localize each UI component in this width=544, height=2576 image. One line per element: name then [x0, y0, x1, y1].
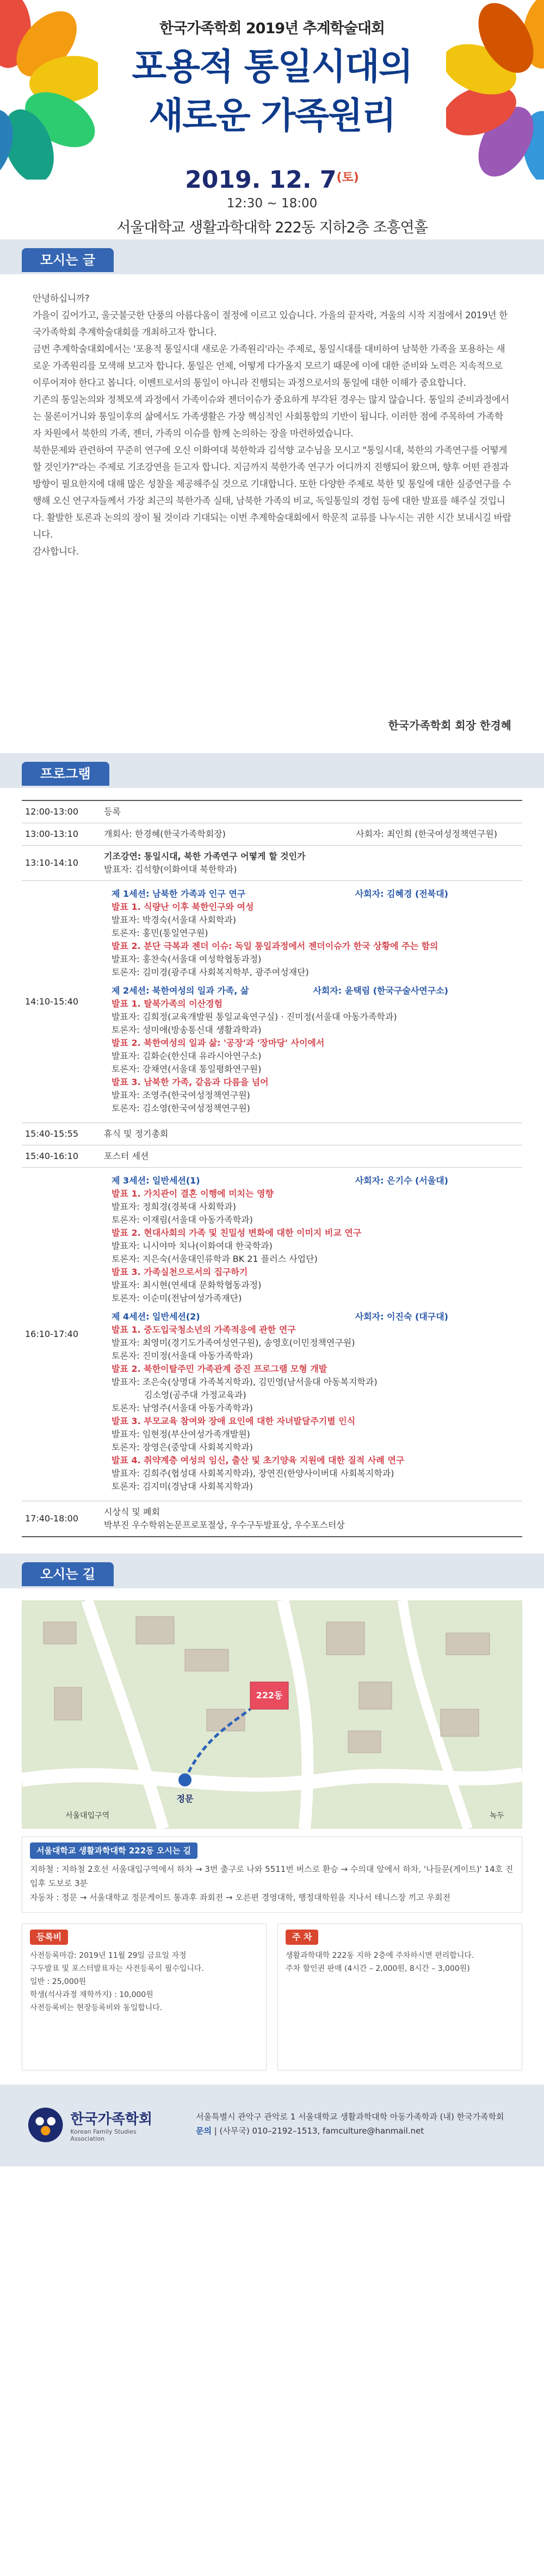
program-item: [101, 881, 522, 1123]
moderator: 사회자: 김혜경 (전북대): [355, 889, 448, 899]
program-section-bar: [0, 753, 544, 788]
session-4: [104, 1308, 519, 1496]
program-time: 14:10-15:40: [22, 881, 101, 1123]
event-venue: 서울대학교 생활과학대학 222동 지하2층 조흥연홀: [116, 219, 428, 236]
car-directions: 자동차 : 정문 → 서울대학교 정문게이트 통과후 좌회전 → 오른편 경영대학, 행정대학원을 지나서 테니스장 끼고 우회전: [30, 1893, 451, 1902]
talk-title: 발표 1. 가치관이 결혼 이행에 미치는 영향: [112, 1188, 274, 1199]
registration-line: 학생(석사과정 재학까지) : 10,000원: [30, 1990, 153, 1999]
talk-title: 발표 1. 식량난 이후 북한인구와 여성: [112, 902, 254, 912]
presenter: 발표자: 조영주(한국여성정책연구원): [112, 1090, 250, 1100]
map-label-gate: 정문: [176, 1794, 194, 1804]
greeting-paragraph: 북한문제와 관련하여 꾸준히 연구에 오신 이화여대 북한학과 김석향 교수님을 모시고 "통일시대, 북한의 가족연구를 어떻게 할 것인가?"라는 주제로 기조강연을 듣고자 합니다. 지금까지 북한가족 연구가 어디까지 진행되어 왔으며, 향후 어떤 관점과 방향이 필요한지에 대해 많은 성찰을 제공해주실 것으로 기대합니다. 또한 다양한 주제로 북한 및 통일에 대한 실증연구를 수행해 오신 연구자들께서 가장 최근의 북한가족 실태, 남북한 가족의 비교, 독일통일의 경험 등에 대한 발표를 해주실 것입니다. 활발한 토론과 논의의 장이 될 것이라 기대되는 이번 추계학술대회에서 학문적 교류를 나누시는 귀한 시간 보내시길 바랍니다.: [33, 445, 511, 540]
presenter: 발표자: 박경숙(서울대 사회학과): [112, 915, 236, 925]
moderator: 사회자: 은기수 (서울대): [355, 1175, 448, 1186]
header: [0, 0, 544, 239]
talk-title: 발표 3. 가족실천으로서의 집구하기: [112, 1267, 248, 1277]
program-time: 13:00-13:10: [22, 823, 101, 846]
session-1: [104, 885, 519, 982]
talk-title: 발표 3. 부모교육 참여와 장애 요인에 대한 자녀발달주기별 인식: [112, 1416, 356, 1426]
title-line-2: 새로운 가족원리: [149, 95, 395, 137]
greeting-paragraph: 기존의 통일논의와 정책모색 과정에서 가족이슈와 젠더이슈가 중요하게 부각된 경우는 많지 않습니다. 통일의 준비과정에서는 물론이거니와 통일이후의 삶에서도 가족생활은 가장 핵심적인 사회통합의 기반이 됩니다. 이러한 점에 주목하여 가족학자 차원에서 북한의 가족, 젠더, 가족의 이슈를 함께 논의하는 장을 마련하였습니다.: [33, 395, 509, 439]
program-item: [101, 1501, 522, 1537]
footer: [0, 2085, 544, 2166]
session-title: 제 4세션: 일반세션(2): [112, 1311, 200, 1322]
discussant: 토론자: 김미경(광주대 사회복지학부, 광주여성재단): [112, 967, 309, 977]
program-time: 17:40-18:00: [22, 1501, 101, 1537]
footer-address: 서울특별시 관악구 관악로 1 서울대학교 생활과학대학 아동가족학과 (내) 한국가족학회: [196, 2112, 504, 2122]
directions-section-bar: [0, 1554, 544, 1588]
program-item: 등록: [101, 800, 522, 823]
program-row: [22, 1501, 522, 1537]
event-title: [0, 42, 544, 140]
presenter: 김소영(공주대 가정교육과): [144, 1390, 246, 1400]
greeting-paragraph: 감사합니다.: [33, 546, 79, 557]
discussant: 토론자: 김지미(경남대 사회복지학과): [112, 1481, 253, 1492]
logo-name: 한국가족학회: [70, 2111, 153, 2128]
presenter: 발표자: 김희정(교육개발원 통일교육연구실) · 진미정(서울대 아동가족학과): [112, 1012, 397, 1022]
parking-label: 주 차: [286, 1930, 318, 1945]
greeting-letter: [0, 274, 544, 753]
program-time: 12:00-13:00: [22, 800, 101, 823]
session-title: 제 3세션: 일반세션(1): [112, 1175, 200, 1186]
program-item: 휴식 및 정기총회: [101, 1123, 522, 1145]
presenter: 발표자: 정희경(경북대 사회학과): [112, 1201, 236, 1212]
logo-emblem-icon: [27, 2106, 64, 2144]
program-table: [22, 800, 522, 1537]
program-table-wrap: [0, 788, 544, 1554]
parking-line: 주차 할인권 판매 (4시간 – 2,000원, 8시간 – 3,000원): [286, 1964, 470, 1973]
discussant: 토론자: 장영은(중앙대 사회복지학과): [112, 1442, 253, 1452]
title-line-1: 포용적 통일시대의: [132, 46, 412, 88]
program-row: [22, 846, 522, 881]
awards: 박부진 우수학위논문프로포절상, 우수구두발표상, 우수포스터상: [104, 1520, 345, 1530]
talk-title: 발표 2. 현대사회의 가족 및 친밀성 변화에 대한 이미지 비교 연구: [112, 1228, 362, 1238]
campus-map: [22, 1600, 522, 1829]
program-row: [22, 1123, 522, 1145]
campus-map-drawing: [22, 1600, 522, 1829]
program-row: [22, 881, 522, 1123]
session-3: [104, 1172, 519, 1308]
presenter: 발표자: 최영미(경기도가족여성연구원), 송영호(이민정책연구원): [112, 1338, 355, 1348]
greeting-paragraph: 안녕하십니까?: [33, 293, 90, 304]
registration-line: 구두발표 및 포스터발표자는 사전등록이 필수입니다.: [30, 1964, 204, 1973]
talk-title: 발표 1. 중도입국청소년의 가족적응에 관한 연구: [112, 1324, 296, 1335]
greeting-section-label: 모시는 글: [22, 248, 114, 272]
session-title: 제 2세션: 북한여성의 일과 가족, 삶: [112, 985, 249, 996]
discussant: 토론자: 강채연(서울대 통일평화연구원): [112, 1064, 262, 1074]
session-2: [104, 982, 519, 1118]
registration-label: 등록비: [30, 1930, 68, 1945]
moderator: 사회자: 최인희 (한국여성정책연구원): [356, 829, 497, 839]
greeting-paragraph: 가을이 깊어가고, 울긋불긋한 단풍의 아름다움이 절정에 이르고 있습니다. 가을의 끝자락, 겨울의 시작 지점에서 2019년 한국가족학회 추계학술대회를 개최하고자 합니다.: [33, 310, 508, 338]
contact-info: (사무국) 010–2192–1513, famculture@hanmail.net: [219, 2126, 424, 2136]
program-time: 15:40-15:55: [22, 1123, 101, 1145]
map-label-station: 서울대입구역: [65, 1811, 110, 1820]
keynote-speaker: 발표자: 김석향(이화여대 북한학과): [104, 864, 237, 874]
date-text: 2019. 12. 7: [185, 166, 337, 194]
presenter: 발표자: 니시야마 치나(이화여대 한국학과): [112, 1241, 273, 1251]
info-boxes: [22, 1924, 522, 2070]
registration-box: [22, 1924, 267, 2070]
footer-contact: 서울특별시 관악구 관악로 1 서울대학교 생활과학대학 아동가족학과 (내) 한국가족학회 문의 | (사무국) 010–2192–1513, famculture@hanmail.net: [196, 2110, 504, 2138]
moderator: 사회자: 윤택림 (한국구술사연구소): [313, 985, 448, 996]
presenter: 발표자: 조은숙(상명대 가족복지학과), 김민영(남서울대 아동복지학과): [112, 1377, 378, 1387]
subway-directions: 지하철 : 지하철 2호선 서울대입구역에서 하차 → 3번 출구로 나와 5511번 버스로 환승 → 수의대 앞에서 하차, '나들문(게이트)' 14호 진입후 도보로 3분: [30, 1864, 514, 1888]
day-of-week: (토): [336, 171, 359, 184]
map-wrap: [0, 1588, 544, 1829]
directions-box: [22, 1837, 522, 1913]
event-date: [0, 166, 544, 194]
directions-section-label: 오시는 길: [22, 1562, 114, 1586]
presenter: 발표자: 김희주(협성대 사회복지학과), 장연진(한양사이버대 사회복지학과): [112, 1468, 394, 1478]
discussant: 토론자: 이순미(전남여성가족재단): [112, 1293, 242, 1303]
program-item: [101, 823, 522, 846]
talk-title: 발표 4. 취약계층 여성의 임신, 출산 및 초기양육 지원에 대한 질적 사례 연구: [112, 1455, 405, 1465]
greeting-paragraph: 금번 추계학술대회에서는 '포용적 통일시대 새로운 가족원리'라는 주제로, 통일시대를 대비하여 남북한 가족을 포용하는 새로운 가족원리를 모색해 보고자 합니다. 통일은 언제, 어떻게 다가올지 모르기 때문에 이에 대한 준비와 노력은 지속적으로 이루어져야 한다고 봅니다. 이벤트로서의 통일이 아니라 진행되는 과정으로서의 통일에 대한 이해가 중요합니다.: [33, 344, 505, 389]
program-time: 15:40-16:10: [22, 1145, 101, 1168]
program-row: [22, 800, 522, 823]
talk-title: 발표 3. 남북한 가족, 같음과 다름을 넘어: [112, 1077, 269, 1087]
discussant: 토론자: 김소영(한국여성정책연구원): [112, 1103, 250, 1113]
program-row: [22, 823, 522, 846]
presenter: 발표자: 임현정(부산여성가족개발원): [112, 1429, 250, 1439]
session-title: 제 1세션: 남북한 가족과 인구 연구: [112, 889, 246, 899]
program-time: 13:10-14:10: [22, 846, 101, 881]
contact-label: 문의: [196, 2126, 212, 2136]
discussant: 토론자: 지은숙(서울대인류학과 BK 21 플러스 사업단): [112, 1254, 318, 1264]
registration-line: 사전등록마감: 2019년 11월 29일 금요일 자정: [30, 1951, 187, 1960]
map-label-building: 222동: [256, 1690, 283, 1700]
greeting-signature: 한국가족학회 회장 한경혜: [388, 719, 511, 732]
directions-tag: 서울대학교 생활과학대학 222동 오시는 길: [30, 1842, 197, 1859]
program-item: 포스터 세션: [101, 1145, 522, 1168]
talk-title: 발표 1. 탈북가족의 이산경험: [112, 999, 222, 1009]
discussant: 토론자: 진미정(서울대 아동가족학과): [112, 1351, 253, 1361]
event-time: 12:30 ~ 18:00: [226, 196, 318, 211]
moderator: 사회자: 이진숙 (대구대): [355, 1311, 448, 1322]
parking-line: 생활과학대학 222동 지하 2층에 주차하시면 편리합니다.: [286, 1951, 474, 1960]
program-item: [101, 1168, 522, 1501]
parking-box: [277, 1924, 522, 2070]
program-item: [101, 846, 522, 881]
discussant: 토론자: 이재림(서울대 아동가족학과): [112, 1215, 253, 1225]
talk-title: 발표 2. 북한여성의 일과 삶: '공장'과 '장마당' 사이에서: [112, 1038, 325, 1048]
registration-line: 일반 : 25,000원: [30, 1977, 86, 1986]
program-row: [22, 1145, 522, 1168]
talk-title: 발표 2. 북한이탈주민 가족관계 증진 프로그램 모형 개발: [112, 1364, 327, 1374]
talk-title: 발표 2. 분단 극복과 젠더 이슈: 독일 통일과정에서 젠더이슈가 한국 상황에 주는 함의: [112, 941, 438, 951]
discussant: 토론자: 성미애(방송통신대 생활과학과): [112, 1025, 262, 1035]
presenter: 발표자: 최시현(연세대 문화학협동과정): [112, 1280, 262, 1290]
greeting-section-bar: [0, 239, 544, 274]
association-logo: [27, 2104, 169, 2146]
keynote-title: 기조강연: 통일시대, 북한 가족연구 어떻게 할 것인가: [104, 851, 306, 861]
program-section-label: 프로그램: [22, 762, 109, 786]
registration-line: 사전등록비는 현장등록비와 동일합니다.: [30, 2004, 163, 2012]
discussant: 토론자: 남영주(서울대 아동가족학과): [112, 1403, 253, 1413]
map-label-nokdu: 녹두: [490, 1811, 505, 1820]
presenter: 발표자: 김화순(한신대 유라시아연구소): [112, 1051, 262, 1061]
presenter: 발표자: 홍찬숙(서울대 여성학협동과정): [112, 954, 262, 964]
program-time: 16:10-17:40: [22, 1168, 101, 1501]
program-row: [22, 1168, 522, 1501]
opening-remarks: 개회사: 한경혜(한국가족학회장): [104, 829, 226, 839]
event-subtitle: 한국가족학회 2019년 추계학술대회: [159, 20, 385, 37]
logo-subtitle: Korean Family Studies Association: [70, 2128, 137, 2142]
closing-title: 시상식 및 폐회: [104, 1507, 160, 1517]
discussant: 토론자: 홍민(통일연구원): [112, 928, 208, 938]
